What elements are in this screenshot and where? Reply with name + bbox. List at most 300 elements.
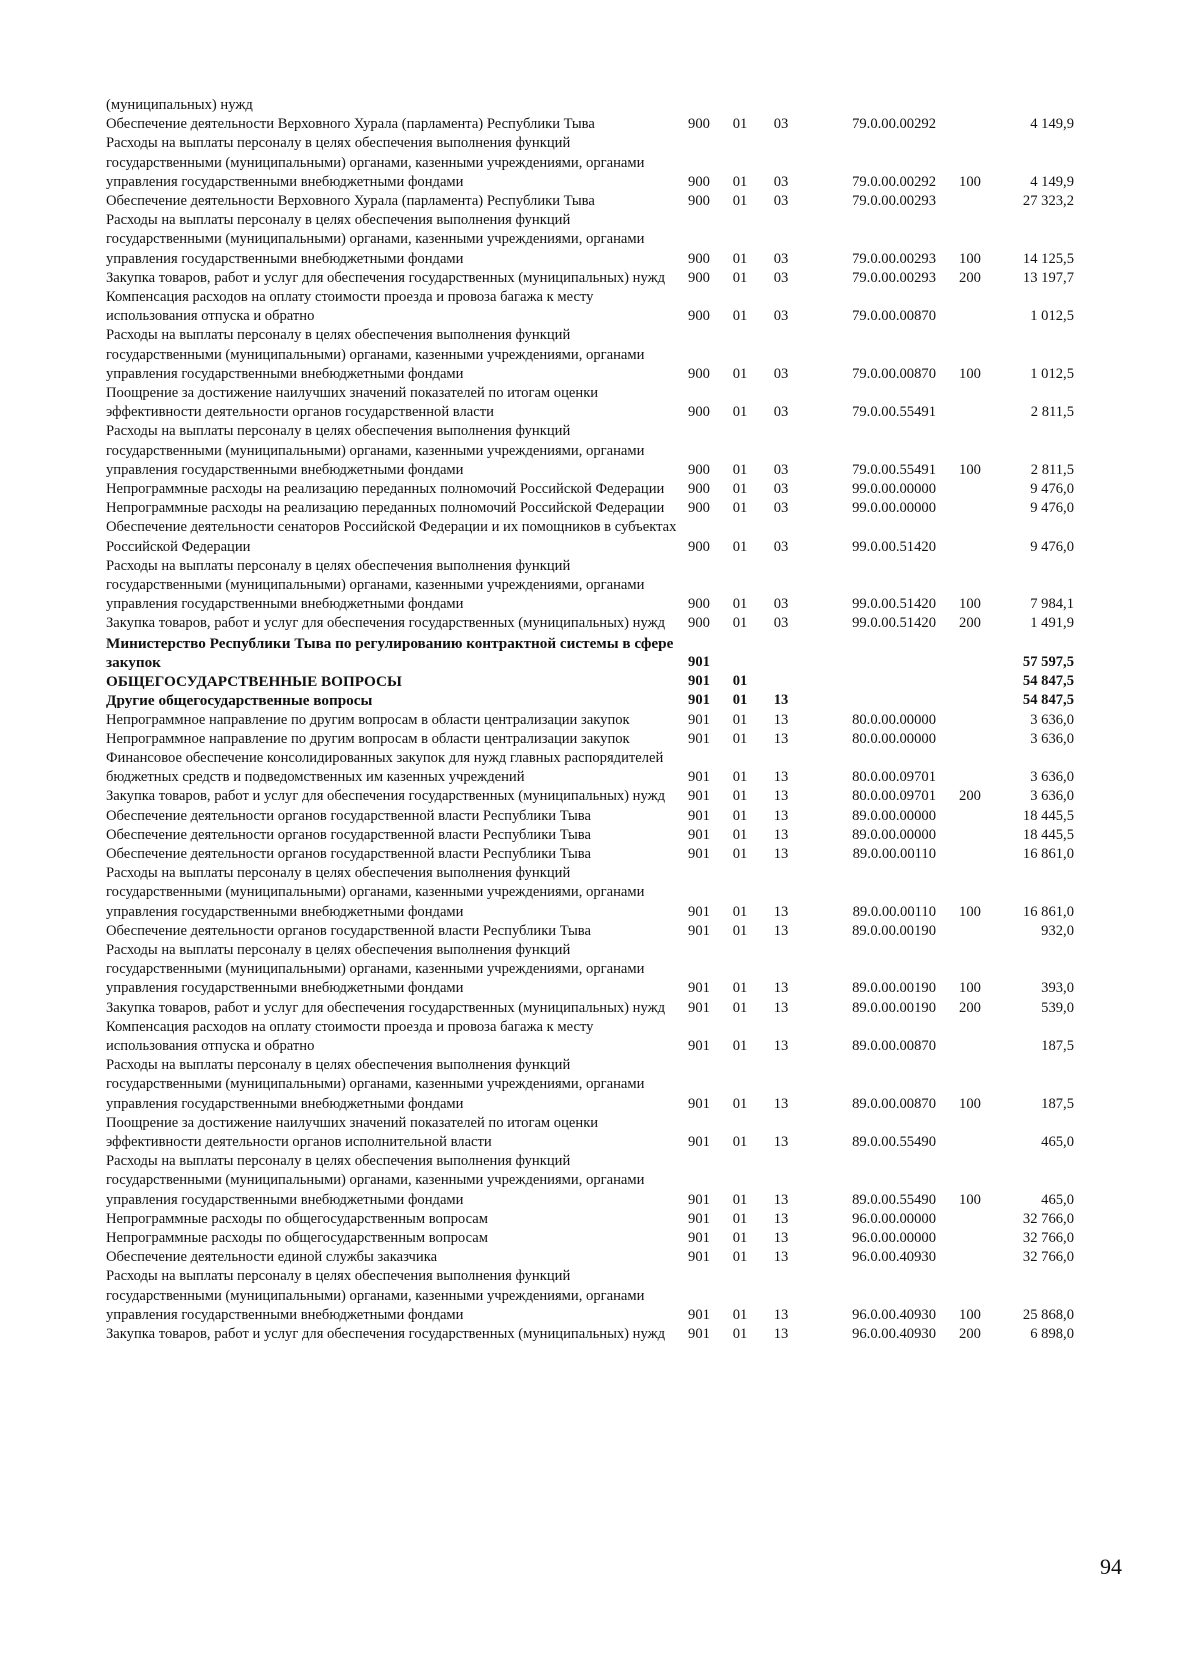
subsection-code-cell: 13 (773, 1191, 789, 1208)
amount-cell: 1 012,5 (1030, 365, 1074, 382)
subsection-code-cell: 13 (773, 769, 789, 786)
subsection-code-cell: 13 (773, 1095, 789, 1112)
item-name-cell: Расходы на выплаты персоналу в целях обеспечения выполнения функций государственными (муниципальными) органами, казенными учреждениями, органами управления государственными внебюджетными фондами (106, 557, 645, 613)
table-row (106, 269, 1074, 288)
admin-code-cell: 900 (688, 193, 710, 210)
admin-code-cell: 900 (688, 308, 710, 325)
expense-type-cell (958, 1248, 982, 1267)
admin-code-cell: 901 (688, 711, 710, 728)
amount-cell: 3 636,0 (1030, 711, 1074, 728)
section-code-cell (720, 96, 760, 115)
target-article-cell: 99.0.00.00000 (852, 481, 936, 498)
subsection-code-cell: 03 (773, 481, 789, 498)
amount-cell: 32 766,0 (1022, 1229, 1074, 1246)
item-name-cell: Обеспечение деятельности Верховного Хурала (парламента) Республики Тыва (106, 116, 595, 133)
budget-table-body (106, 96, 1074, 1344)
section-code-cell: 01 (732, 788, 748, 805)
admin-code-cell: 901 (688, 673, 710, 690)
section-code-cell: 01 (732, 538, 748, 555)
expense-type-cell (958, 634, 982, 672)
item-name-cell: Непрограммные расходы на реализацию переданных полномочий Российской Федерации (106, 500, 665, 517)
subsection-code-cell: 13 (773, 730, 789, 747)
section-code-cell (720, 634, 760, 672)
table-row (106, 1056, 1074, 1114)
amount-cell: 2 811,5 (1030, 404, 1074, 421)
item-name-cell: Обеспечение деятельности органов государственной власти Республики Тыва (106, 845, 591, 862)
admin-code-cell: 901 (688, 980, 710, 997)
item-name-cell: Обеспечение деятельности сенаторов Российской Федерации и их помощников в субъектах Российской Федерации (106, 519, 677, 555)
subsection-code-cell: 13 (773, 1326, 789, 1342)
table-row (106, 115, 1074, 134)
table-row (106, 845, 1074, 864)
admin-code-cell: 901 (688, 730, 710, 747)
item-name-cell: Обеспечение деятельности единой службы заказчика (106, 1249, 438, 1266)
item-name-cell: Расходы на выплаты персоналу в целях обеспечения выполнения функций государственными (муниципальными) органами, казенными учреждениями, органами управления государственными внебюджетными фондами (106, 327, 645, 382)
amount-cell: 25 868,0 (1022, 1306, 1074, 1323)
section-code-cell: 01 (732, 615, 748, 632)
item-name-cell: Финансовое обеспечение консолидированных закупок для нужд главных распорядителей бюджетных средств и подведомственных им казенных учреждений (106, 749, 664, 786)
section-code-cell: 01 (732, 116, 748, 133)
section-code-cell: 01 (732, 596, 748, 613)
subsection-code-cell: 13 (773, 692, 789, 709)
expense-type-cell: 100 (959, 461, 981, 478)
target-article-cell: 79.0.00.00292 (852, 173, 936, 190)
item-name-cell: Поощрение за достижение наилучших значений показателей по итогам оценки эффективности деятельности органов государственной власти (106, 385, 599, 421)
expense-type-cell: 200 (959, 999, 981, 1016)
section-code-cell: 01 (732, 481, 748, 498)
table-row (106, 634, 1074, 672)
subsection-code-cell: 13 (773, 1229, 789, 1246)
subsection-code-cell: 13 (773, 845, 789, 862)
subsection-code-cell: 13 (773, 1037, 789, 1054)
expense-type-cell (958, 499, 982, 518)
amount-cell: 14 125,5 (1022, 250, 1074, 267)
table-row (106, 134, 1074, 192)
section-code-cell: 01 (732, 365, 748, 382)
item-name-cell: Расходы на выплаты персоналу в целях обеспечения выполнения функций государственными (муниципальными) органами, казенными учреждениями, органами управления государственными внебюджетными фондами (106, 212, 645, 267)
table-row (106, 192, 1074, 211)
admin-code-cell: 901 (688, 1326, 710, 1342)
subsection-code-cell: 13 (773, 807, 789, 824)
item-name-cell: Закупка товаров, работ и услуг для обеспечения государственных (муниципальных) нужд (106, 788, 666, 805)
item-name-cell: Расходы на выплаты персоналу в целях обеспечения выполнения функций государственными (муниципальными) органами, казенными учреждениями, органами управления государственными внебюджетными фондами (106, 423, 645, 478)
amount-cell: 3 636,0 (1030, 788, 1074, 805)
amount-cell: 187,5 (1041, 1037, 1074, 1054)
item-name-cell: Закупка товаров, работ и услуг для обеспечения государственных (муниципальных) нужд (106, 1326, 666, 1342)
table-row (106, 711, 1074, 730)
target-article-cell: 96.0.00.40930 (852, 1249, 936, 1266)
subsection-code-cell: 13 (773, 980, 789, 997)
section-code-cell: 01 (732, 173, 748, 190)
table-row (106, 787, 1074, 806)
admin-code-cell: 901 (688, 999, 710, 1016)
table-row (106, 288, 1074, 326)
target-article-cell: 79.0.00.00870 (852, 365, 936, 382)
page-number: 94 (1100, 1554, 1122, 1579)
amount-cell: 9 476,0 (1030, 500, 1074, 517)
admin-code-cell: 900 (688, 173, 710, 190)
table-row (106, 326, 1074, 384)
section-code-cell: 01 (732, 807, 748, 824)
target-article-cell: 96.0.00.40930 (852, 1326, 936, 1342)
target-article-cell: 99.0.00.51420 (852, 596, 936, 613)
amount-cell: 2 811,5 (1030, 461, 1074, 478)
subsection-code-cell: 03 (773, 250, 789, 267)
amount-cell: 18 445,5 (1022, 807, 1074, 824)
amount-cell: 187,5 (1041, 1095, 1074, 1112)
item-name-cell: Непрограммные расходы на реализацию переданных полномочий Российской Федерации (106, 481, 665, 498)
item-name-cell: Расходы на выплаты персоналу в целях обеспечения выполнения функций государственными (муниципальными) органами, казенными учреждениями, органами управления государственными внебюджетными фондами (106, 1153, 645, 1208)
target-article-cell: 79.0.00.00870 (852, 308, 936, 325)
table-row (106, 480, 1074, 499)
amount-cell: 465,0 (1041, 1191, 1074, 1208)
section-code-cell: 01 (732, 826, 748, 843)
expense-type-cell (958, 288, 982, 326)
target-article-cell: 79.0.00.55491 (852, 461, 936, 478)
item-name-cell: Обеспечение деятельности органов государственной власти Республики Тыва (106, 807, 591, 824)
expense-type-cell (958, 192, 982, 211)
admin-code-cell: 900 (688, 500, 710, 517)
expense-type-cell: 100 (959, 1191, 981, 1208)
expense-type-cell: 200 (959, 788, 981, 805)
table-row (106, 864, 1074, 922)
admin-code-cell (678, 96, 720, 115)
table-row (106, 614, 1074, 633)
subsection-code-cell: 03 (773, 404, 789, 421)
admin-code-cell: 901 (688, 1133, 710, 1150)
expense-type-cell: 200 (959, 269, 981, 286)
expense-type-cell (958, 1229, 982, 1248)
amount-cell: 539,0 (1041, 999, 1074, 1016)
table-row (106, 672, 1074, 691)
subsection-code-cell: 13 (773, 826, 789, 843)
table-row (106, 422, 1074, 480)
section-code-cell: 01 (732, 404, 748, 421)
subsection-code-cell: 03 (773, 615, 789, 632)
expense-type-cell (958, 711, 982, 730)
expense-type-cell (958, 749, 982, 787)
target-article-cell: 89.0.00.00870 (852, 1037, 936, 1054)
target-article-cell: 89.0.00.00190 (852, 980, 936, 997)
table-row (106, 922, 1074, 941)
admin-code-cell: 901 (688, 769, 710, 786)
subsection-code-cell: 03 (773, 500, 789, 517)
expense-type-cell: 100 (959, 365, 981, 382)
amount-cell: 16 861,0 (1022, 903, 1074, 920)
table-row (106, 999, 1074, 1018)
table-row (106, 807, 1074, 826)
amount-cell: 32 766,0 (1022, 1210, 1074, 1227)
admin-code-cell: 901 (688, 922, 710, 939)
table-row (106, 1229, 1074, 1248)
item-name-cell: Непрограммные расходы по общегосударственным вопросам (106, 1229, 488, 1246)
section-code-cell: 01 (732, 1229, 748, 1246)
admin-code-cell: 901 (688, 653, 710, 670)
target-article-cell: 89.0.00.00000 (852, 807, 936, 824)
item-name-cell: Компенсация расходов на оплату стоимости проезда и провоза багажа к месту использования отпуска и обратно (106, 289, 594, 325)
target-article-cell: 80.0.00.00000 (852, 730, 936, 747)
section-code-cell: 01 (732, 269, 748, 286)
item-name-cell: Закупка товаров, работ и услуг для обеспечения государственных (муниципальных) нужд (106, 269, 666, 286)
item-name-cell: Непрограммное направление по другим вопросам в области централизации закупок (106, 711, 630, 728)
table-row (106, 211, 1074, 269)
section-code-cell: 01 (732, 193, 748, 210)
admin-code-cell: 901 (688, 845, 710, 862)
amount-cell: 18 445,5 (1022, 826, 1074, 843)
expense-type-cell: 100 (959, 980, 981, 997)
subsection-code-cell: 03 (773, 193, 789, 210)
target-article-cell: 89.0.00.55490 (852, 1191, 936, 1208)
target-article-cell: 89.0.00.00870 (852, 1095, 936, 1112)
expense-type-cell (958, 922, 982, 941)
target-article-cell: 79.0.00.00293 (852, 193, 936, 210)
table-row (106, 826, 1074, 845)
target-article-cell (802, 96, 958, 115)
table-row (106, 749, 1074, 787)
target-article-cell (802, 691, 958, 710)
subsection-code-cell: 03 (773, 308, 789, 325)
admin-code-cell: 900 (688, 596, 710, 613)
table-row (106, 1114, 1074, 1152)
subsection-code-cell: 13 (773, 711, 789, 728)
admin-code-cell: 901 (688, 788, 710, 805)
expense-type-cell: 100 (959, 903, 981, 920)
target-article-cell: 79.0.00.00293 (852, 269, 936, 286)
item-name-cell: Министерство Республики Тыва по регулированию контрактной системы в сфере закупок (106, 634, 674, 671)
expense-type-cell: 100 (959, 250, 981, 267)
amount-cell: 1 012,5 (1030, 308, 1074, 325)
subsection-code-cell (760, 634, 802, 672)
section-code-cell: 01 (732, 692, 748, 709)
expense-type-cell (958, 807, 982, 826)
item-name-cell: Расходы на выплаты персоналу в целях обеспечения выполнения функций государственными (муниципальными) органами, казенными учреждениями, органами управления государственными внебюджетными фондами (106, 941, 645, 997)
target-article-cell: 79.0.00.55491 (852, 404, 936, 421)
section-code-cell: 01 (732, 903, 748, 920)
item-name-cell: Поощрение за достижение наилучших значений показателей по итогам оценки эффективности деятельности органов исполнительной власти (106, 1114, 599, 1150)
admin-code-cell: 900 (688, 615, 710, 632)
admin-code-cell: 901 (688, 1249, 710, 1266)
target-article-cell (802, 672, 958, 691)
target-article-cell: 89.0.00.00190 (852, 922, 936, 939)
expense-type-cell (958, 1018, 982, 1056)
section-code-cell: 01 (732, 1326, 748, 1342)
item-name-cell: Закупка товаров, работ и услуг для обеспечения государственных (муниципальных) нужд (106, 999, 666, 1016)
admin-code-cell: 901 (688, 1229, 710, 1246)
expense-type-cell (958, 115, 982, 134)
expense-type-cell: 200 (959, 1326, 981, 1342)
admin-code-cell: 900 (688, 269, 710, 286)
subsection-code-cell (760, 96, 802, 115)
subsection-code-cell: 03 (773, 116, 789, 133)
target-article-cell: 89.0.00.00110 (852, 845, 936, 862)
item-name-cell: Закупка товаров, работ и услуг для обеспечения государственных (муниципальных) нужд (106, 615, 666, 632)
expense-type-cell (958, 826, 982, 845)
expense-type-cell (958, 96, 982, 115)
expense-type-cell: 100 (959, 1095, 981, 1112)
item-name-cell: Обеспечение деятельности Верховного Хурала (парламента) Республики Тыва (106, 193, 595, 210)
table-row (106, 96, 1074, 115)
table-row (106, 557, 1074, 615)
section-code-cell: 01 (732, 999, 748, 1016)
table-row (106, 384, 1074, 422)
item-name-cell: Компенсация расходов на оплату стоимости проезда и провоза багажа к месту использования отпуска и обратно (106, 1018, 594, 1054)
table-row (106, 730, 1074, 749)
table-row (106, 1325, 1074, 1344)
item-name-cell: (муниципальных) нужд (106, 97, 253, 113)
amount-cell: 54 847,5 (1022, 692, 1074, 709)
section-code-cell: 01 (732, 769, 748, 786)
target-article-cell: 89.0.00.00110 (852, 903, 936, 920)
target-article-cell: 80.0.00.00000 (852, 711, 936, 728)
expense-type-cell (958, 1114, 982, 1152)
item-name-cell: Обеспечение деятельности органов государственной власти Республики Тыва (106, 922, 591, 939)
budget-table (106, 96, 1074, 1344)
admin-code-cell: 900 (688, 538, 710, 555)
section-code-cell: 01 (732, 1306, 748, 1323)
admin-code-cell: 901 (688, 807, 710, 824)
target-article-cell: 96.0.00.40930 (852, 1306, 936, 1323)
item-name-cell: ОБЩЕГОСУДАРСТВЕННЫЕ ВОПРОСЫ (106, 673, 402, 691)
section-code-cell: 01 (732, 250, 748, 267)
item-name-cell: Непрограммное направление по другим вопросам в области централизации закупок (106, 730, 630, 747)
item-name-cell: Расходы на выплаты персоналу в целях обеспечения выполнения функций государственными (муниципальными) органами, казенными учреждениями, органами управления государственными внебюджетными фондами (106, 135, 645, 190)
expense-type-cell (958, 384, 982, 422)
amount-cell: 4 149,9 (1030, 173, 1074, 190)
target-article-cell: 89.0.00.55490 (852, 1133, 936, 1150)
subsection-code-cell: 03 (773, 538, 789, 555)
item-name-cell: Обеспечение деятельности органов государственной власти Республики Тыва (106, 826, 591, 843)
admin-code-cell: 901 (688, 826, 710, 843)
amount-cell (982, 96, 1074, 115)
section-code-cell: 01 (732, 461, 748, 478)
target-article-cell: 96.0.00.00000 (852, 1210, 936, 1227)
target-article-cell (802, 634, 958, 672)
item-name-cell: Расходы на выплаты персоналу в целях обеспечения выполнения функций государственными (муниципальными) органами, казенными учреждениями, органами управления государственными внебюджетными фондами (106, 865, 645, 920)
amount-cell: 9 476,0 (1030, 481, 1074, 498)
expense-type-cell: 200 (959, 615, 981, 632)
amount-cell: 13 197,7 (1022, 269, 1074, 286)
item-name-cell: Непрограммные расходы по общегосударственным вопросам (106, 1210, 488, 1227)
expense-type-cell: 100 (959, 1306, 981, 1323)
admin-code-cell: 901 (688, 1095, 710, 1112)
amount-cell: 3 636,0 (1030, 769, 1074, 786)
amount-cell: 9 476,0 (1030, 538, 1074, 555)
subsection-code-cell: 13 (773, 1133, 789, 1150)
subsection-code-cell: 03 (773, 269, 789, 286)
target-article-cell: 99.0.00.51420 (852, 615, 936, 632)
target-article-cell: 80.0.00.09701 (852, 769, 936, 786)
section-code-cell: 01 (732, 922, 748, 939)
amount-cell: 465,0 (1041, 1133, 1074, 1150)
admin-code-cell: 901 (688, 903, 710, 920)
section-code-cell: 01 (732, 1210, 748, 1227)
expense-type-cell (958, 1210, 982, 1229)
section-code-cell: 01 (732, 1191, 748, 1208)
subsection-code-cell: 13 (773, 999, 789, 1016)
target-article-cell: 96.0.00.00000 (852, 1229, 936, 1246)
target-article-cell: 79.0.00.00292 (852, 116, 936, 133)
amount-cell: 27 323,2 (1022, 193, 1074, 210)
section-code-cell: 01 (732, 1037, 748, 1054)
subsection-code-cell: 03 (773, 596, 789, 613)
expense-type-cell: 100 (959, 596, 981, 613)
table-row (106, 518, 1074, 556)
section-code-cell: 01 (732, 673, 748, 690)
subsection-code-cell: 13 (773, 788, 789, 805)
item-name-cell: Другие общегосударственные вопросы (106, 692, 373, 710)
section-code-cell: 01 (732, 1095, 748, 1112)
target-article-cell: 99.0.00.51420 (852, 538, 936, 555)
item-name-cell: Расходы на выплаты персоналу в целях обеспечения выполнения функций государственными (муниципальными) органами, казенными учреждениями, органами управления государственными внебюджетными фондами (106, 1268, 645, 1323)
admin-code-cell: 900 (688, 116, 710, 133)
expense-type-cell (958, 730, 982, 749)
admin-code-cell: 900 (688, 481, 710, 498)
subsection-code-cell: 03 (773, 365, 789, 382)
item-name-cell: Расходы на выплаты персоналу в целях обеспечения выполнения функций государственными (муниципальными) органами, казенными учреждениями, органами управления государственными внебюджетными фондами (106, 1057, 645, 1112)
section-code-cell: 01 (732, 845, 748, 862)
amount-cell: 4 149,9 (1030, 116, 1074, 133)
subsection-code-cell: 13 (773, 1210, 789, 1227)
section-code-cell: 01 (732, 730, 748, 747)
admin-code-cell: 901 (688, 1210, 710, 1227)
table-row (106, 1210, 1074, 1229)
section-code-cell: 01 (732, 1133, 748, 1150)
section-code-cell: 01 (732, 1249, 748, 1266)
amount-cell: 32 766,0 (1022, 1249, 1074, 1266)
expense-type-cell (958, 480, 982, 499)
subsection-code-cell: 13 (773, 903, 789, 920)
target-article-cell: 89.0.00.00000 (852, 826, 936, 843)
admin-code-cell: 900 (688, 404, 710, 421)
expense-type-cell (958, 518, 982, 556)
subsection-code-cell: 03 (773, 461, 789, 478)
section-code-cell: 01 (732, 980, 748, 997)
subsection-code-cell: 13 (773, 1249, 789, 1266)
admin-code-cell: 900 (688, 461, 710, 478)
target-article-cell: 89.0.00.00190 (852, 999, 936, 1016)
admin-code-cell: 901 (688, 1037, 710, 1054)
target-article-cell: 80.0.00.09701 (852, 788, 936, 805)
admin-code-cell: 901 (688, 692, 710, 709)
table-row (106, 691, 1074, 710)
amount-cell: 3 636,0 (1030, 730, 1074, 747)
section-code-cell: 01 (732, 711, 748, 728)
amount-cell: 7 984,1 (1030, 596, 1074, 613)
section-code-cell: 01 (732, 500, 748, 517)
subsection-code-cell: 13 (773, 1306, 789, 1323)
subsection-code-cell (760, 672, 802, 691)
table-row (106, 1152, 1074, 1210)
admin-code-cell: 900 (688, 365, 710, 382)
amount-cell: 6 898,0 (1030, 1326, 1074, 1342)
expense-type-cell: 100 (959, 173, 981, 190)
amount-cell: 16 861,0 (1022, 845, 1074, 862)
table-row (106, 499, 1074, 518)
admin-code-cell: 900 (688, 250, 710, 267)
amount-cell: 932,0 (1041, 922, 1074, 939)
amount-cell: 57 597,5 (1022, 653, 1074, 670)
admin-code-cell: 901 (688, 1191, 710, 1208)
admin-code-cell: 901 (688, 1306, 710, 1323)
subsection-code-cell: 03 (773, 173, 789, 190)
amount-cell: 393,0 (1041, 980, 1074, 997)
table-row (106, 941, 1074, 999)
expense-type-cell (958, 672, 982, 691)
table-row (106, 1018, 1074, 1056)
expense-type-cell (958, 691, 982, 710)
table-row (106, 1267, 1074, 1325)
expense-type-cell (958, 845, 982, 864)
